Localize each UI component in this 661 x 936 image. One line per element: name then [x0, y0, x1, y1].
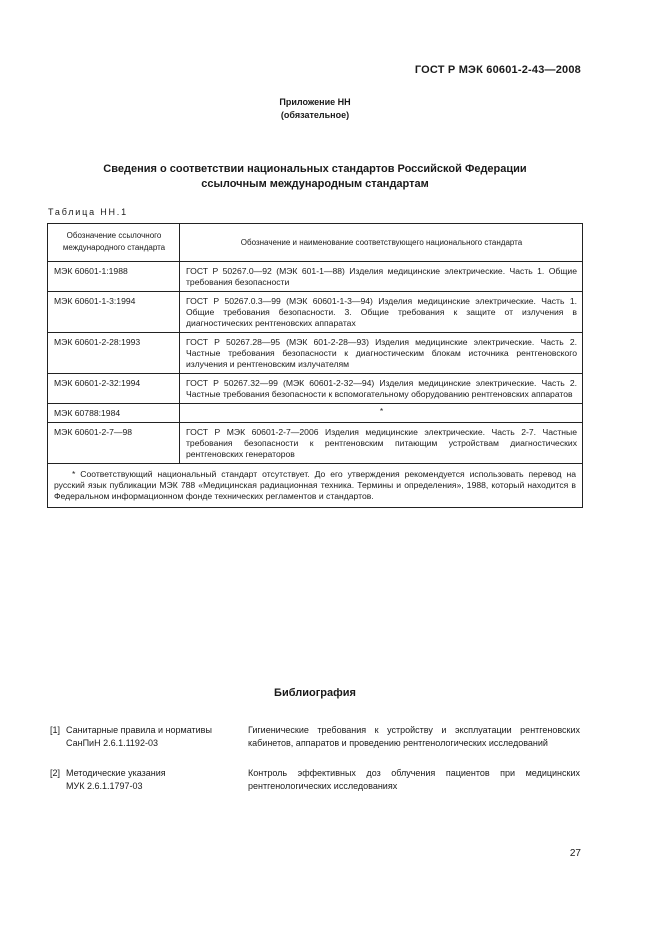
- page-number: 27: [569, 848, 581, 859]
- table-row: [48, 404, 583, 423]
- table-row: [48, 292, 583, 333]
- international-standard-cell: МЭК 60601-1-3:1994: [48, 292, 180, 333]
- column-header-international-line2: международного стандарта: [62, 243, 166, 252]
- bibliography-title: Библиография: [274, 687, 356, 699]
- table-caption: Таблица НН.1: [48, 207, 128, 217]
- column-header-international: [48, 224, 180, 262]
- correspondence-table: [47, 223, 583, 508]
- national-standard-cell: ГОСТ Р 50267.32—99 (МЭК 60601-2-32—94) Изделия медицинские электрические. Часть 2. Частные требования безопасности к вспомогательному оборудованию рентгеновских аппаратов: [180, 374, 583, 404]
- bibliography-item-source: [66, 767, 241, 793]
- table-row: [48, 262, 583, 292]
- appendix-heading: [0, 96, 630, 122]
- bibliography-item-source-code: МУК 2.6.1.1797-03: [66, 781, 143, 791]
- table-footnote-row: [48, 464, 583, 508]
- international-standard-cell: МЭК 60601-2-7—98: [48, 423, 180, 464]
- table-row: [48, 333, 583, 374]
- page-title: [0, 162, 630, 192]
- bibliography-item-description: Контроль эффективных доз облучения пациентов при медицинских рентгенологических исследованиях: [248, 768, 580, 791]
- bibliography-item-number: [1]: [50, 725, 61, 735]
- bibliography-item-source-type: Методические указания: [66, 768, 166, 778]
- bibliography-item-source-type: Санитарные правила и нормативы: [66, 725, 212, 735]
- appendix-title: Приложение НН: [279, 97, 351, 107]
- page-title-line2: ссылочным международным стандартам: [201, 178, 429, 190]
- national-standard-cell: ГОСТ Р 50267.0.3—99 (МЭК 60601-1-3—94) Изделия медицинские электрические. Часть 1. Общие требования безопасности. 3. Общие требования к защите от излучения в диагностических рентгеновских аппаратах: [180, 292, 583, 333]
- table-row: [48, 374, 583, 404]
- bibliography-item-source: [66, 724, 241, 750]
- international-standard-cell: МЭК 60788:1984: [48, 404, 180, 423]
- table-row: [48, 423, 583, 464]
- appendix-status: (обязательное): [280, 110, 350, 120]
- table-footnote-text: * Соответствующий национальный стандарт отсутствует. До его утверждения рекомендуется использовать перевод на русский язык публикации МЭК 788 «Медицинская радиационная техника. Термины и определения», 1988, который находится в Федеральном информационном фонде технических регламентов и стандартов.: [54, 469, 576, 501]
- standard-code-header: ГОСТ Р МЭК 60601-2-43—2008: [414, 64, 581, 76]
- national-standard-cell: ГОСТ Р 50267.0—92 (МЭК 601-1—88) Изделия медицинские электрические. Часть 1. Общие требования безопасности: [180, 262, 583, 292]
- table-header-row: [48, 224, 583, 262]
- bibliography-item-number: [2]: [50, 768, 61, 778]
- table-footnote: [48, 464, 583, 508]
- national-standard-cell: ГОСТ Р 50267.28—95 (МЭК 601-2-28—93) Изделия медицинские электрические. Часть 2. Частные требования безопасности к диагностическим блокам источника рентгеновского излучения и рентгеновским излучателям: [180, 333, 583, 374]
- column-header-national: Обозначение и наименование соответствующего национального стандарта: [180, 224, 583, 262]
- bibliography-item-description: Гигиенические требования к устройству и эксплуатации рентгеновских кабинетов, аппаратов и проведению рентгенологических исследований: [248, 725, 580, 748]
- column-header-international-line1: Обозначение ссылочного: [66, 231, 162, 240]
- page-title-line1: Сведения о соответствии национальных стандартов Российской Федерации: [103, 163, 527, 175]
- international-standard-cell: МЭК 60601-2-28:1993: [48, 333, 180, 374]
- bibliography-item-source-code: СанПиН 2.6.1.1192-03: [66, 738, 158, 748]
- international-standard-cell: МЭК 60601-2-32:1994: [48, 374, 180, 404]
- international-standard-cell: МЭК 60601-1:1988: [48, 262, 180, 292]
- national-standard-cell: *: [180, 404, 583, 423]
- national-standard-cell: ГОСТ Р МЭК 60601-2-7—2006 Изделия медицинские электрические. Часть 2-7. Частные требования безопасности к рентгеновским питающим устройствам диагностических рентгеновских генераторов: [180, 423, 583, 464]
